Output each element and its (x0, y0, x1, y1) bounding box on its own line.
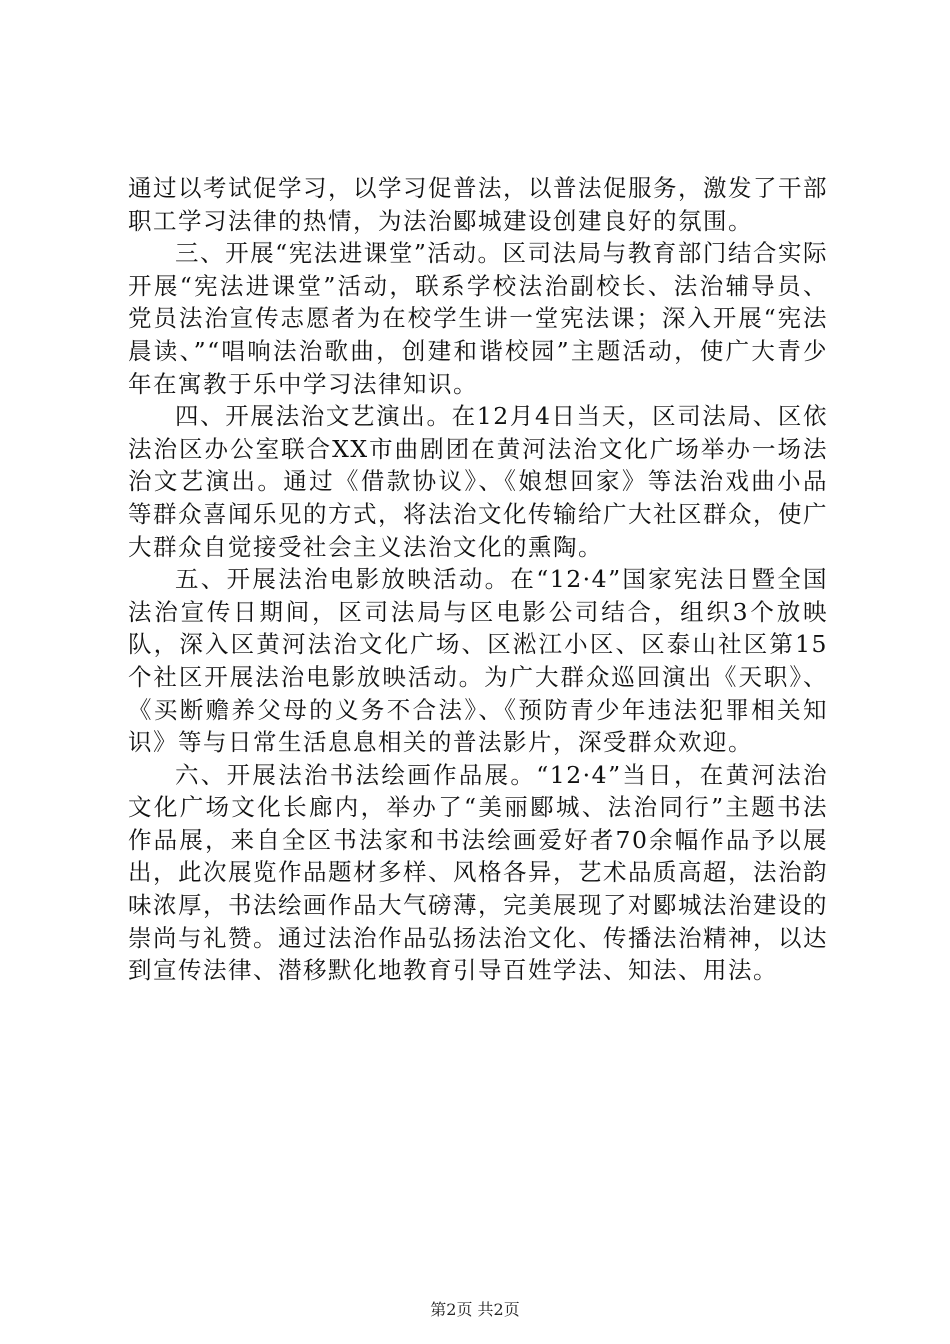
paragraph-arts-performance: 四、开展法治文艺演出。在12月4日当天，区司法局、区依法治区办公室联合XX市曲剧团在黄河法治文化广场举办一场法治文艺演出。通过《借款协议》、《娘想回家》等法治戏曲小品等群众喜闻乐见的方式，将法治文化传输给广大社区群众，使广大群众自觉接受社会主义法治文化的熏陶。 (128, 402, 828, 561)
paragraph-film-screening: 五、开展法治电影放映活动。在“12·4”国家宪法日暨全国法治宣传日期间，区司法局与区电影公司结合，组织3个放映队，深入区黄河法治文化广场、区淞江小区、区泰山社区第15个社区开展法治电影放映活动。为广大群众巡回演出《天职》、《买断赡养父母的义务不合法》、《预防青少年违法犯罪相关知识》等与日常生活息息相关的普法影片，深受群众欢迎。 (128, 565, 828, 757)
page-number-footer: 第2页 共2页 (430, 1300, 520, 1319)
paragraph-calligraphy-exhibition: 六、开展法治书法绘画作品展。“12·4”当日，在黄河法治文化广场文化长廊内，举办了“美丽郾城、法治同行”主题书法作品展，来自全区书法家和书法绘画爱好者70余幅作品予以展出，此次展览作品题材多样、风格各异，艺术品质高超，法治韵味浓厚，书法绘画作品大气磅薄，完美展现了对郾城法治建设的崇尚与礼赞。通过法治作品弘扬法治文化、传播法治精神，以达到宣传法律、潜移默化地教育引导百姓学法、知法、用法。 (128, 760, 828, 985)
paragraph-constitution-in-class: 三、开展“宪法进课堂”活动。区司法局与教育部门结合实际开展“宪法进课堂”活动，联系学校法治副校长、法治辅导员、党员法治宣传志愿者为在校学生讲一堂宪法课；深入开展“宪法晨读、”“唱响法治歌曲，创建和谐校园”主题活动，使广大青少年在寓教于乐中学习法律知识。 (128, 239, 828, 398)
document-body (128, 172, 828, 987)
paragraph-continuation: 通过以考试促学习，以学习促普法，以普法促服务，激发了干部职工学习法律的热情，为法治郾城建设创建良好的氛围。 (128, 174, 828, 235)
